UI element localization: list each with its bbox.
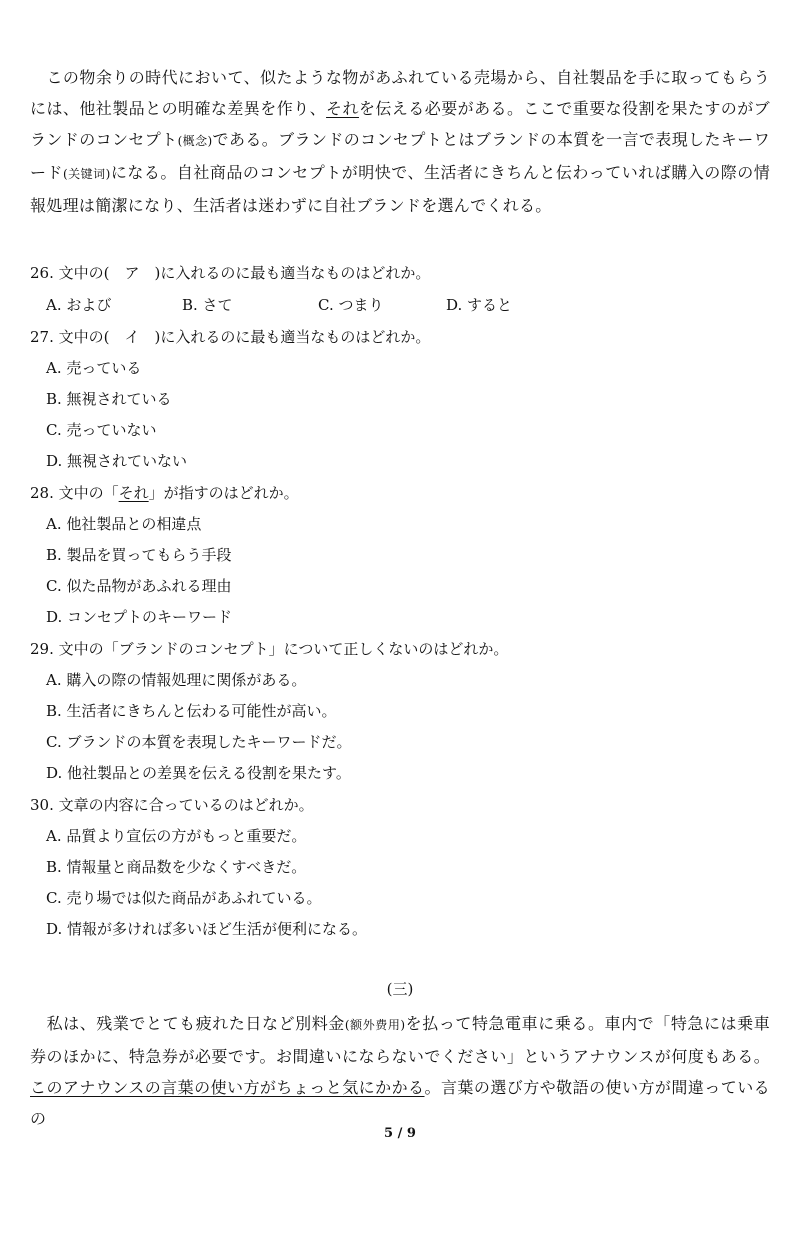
question-26-option-d[interactable]: D. すると: [446, 296, 513, 314]
stem-text: 」が指すのはどれか。: [148, 484, 299, 502]
question-28-option-a[interactable]: A. 他社製品との相違点: [46, 515, 202, 533]
question-27-option-b[interactable]: B. 無視されている: [46, 390, 172, 408]
question-27-option-d[interactable]: D. 無視されていない: [46, 452, 188, 470]
question-26-option-b[interactable]: B. さて: [182, 296, 233, 314]
question-28-option-c[interactable]: C. 似た品物があふれる理由: [46, 577, 232, 595]
question-28-option-d[interactable]: D. コンセプトのキーワード: [46, 608, 233, 626]
passage-text: になる。自社商品のコンセプトが明快で、生活者にきちんと伝わっていれば購入の際の情報処理は簡潔になり、生活者は迷わずに自社ブランドを選んでくれる。: [30, 163, 770, 215]
question-27-stem: 27. 文中の( イ )に入れるのに最も適当なものはどれか。: [30, 328, 431, 346]
section-heading: (三): [386, 980, 414, 998]
passage-text: 私は、残業でとても疲れた日など別料金: [30, 1014, 345, 1033]
question-27-option-a[interactable]: A. 売っている: [46, 359, 142, 377]
question-26-option-a[interactable]: A. および: [46, 296, 112, 314]
question-30-option-a[interactable]: A. 品質より宣伝の方がもっと重要だ。: [46, 827, 307, 845]
question-27-option-c[interactable]: C. 売っていない: [46, 421, 157, 439]
passage-text: を払って特急電車に乗る。車内で「特急には乗車券のほかに、特急券が必要です。お間違いにならないでください」というアナウンスが何度もある。: [30, 1014, 770, 1066]
question-30-option-b[interactable]: B. 情報量と商品数を少なくすべきだ。: [46, 858, 307, 876]
passage-text: この物余りの時代において、似たような物があふれている売場から、自社製品を手に取ってもらうには、他社製品との明確な差異を作り、: [30, 68, 770, 118]
question-29-option-b[interactable]: B. 生活者にきちんと伝わる可能性が高い。: [46, 702, 337, 720]
passage-1: [30, 62, 770, 221]
passage-text: 。言葉の選び方や敬語の使い方が間違っているの: [30, 1078, 770, 1128]
chinese-gloss: (额外费用): [344, 1018, 406, 1032]
question-28-stem: [30, 482, 299, 503]
page-number: 5 / 9: [384, 1126, 416, 1141]
underlined-term: それ: [326, 99, 359, 118]
underlined-term: それ: [118, 484, 149, 502]
passage-text: である。ブランドのコンセプトとはブランドの本質を一言で表現したキーワード: [30, 130, 770, 182]
question-30-stem: 30. 文章の内容に合っているのはどれか。: [30, 796, 314, 814]
question-29-option-d[interactable]: D. 他社製品との差異を伝える役割を果たす。: [46, 764, 351, 782]
question-26-stem: 26. 文中の( ア )に入れるのに最も適当なものはどれか。: [30, 264, 431, 282]
question-30-option-d[interactable]: D. 情報が多ければ多いほど生活が便利になる。: [46, 920, 368, 938]
question-30-option-c[interactable]: C. 売り場では似た商品があふれている。: [46, 889, 322, 907]
passage-text: を伝える必要がある。ここで重要な役割を果たすのがブランドのコンセプト: [30, 99, 770, 149]
question-26-option-c[interactable]: C. つまり: [318, 296, 384, 314]
stem-text: 28. 文中の「: [30, 484, 119, 502]
chinese-gloss: (概念): [177, 134, 213, 148]
question-29-option-a[interactable]: A. 購入の際の情報処理に関係がある。: [46, 671, 307, 689]
question-29-stem: 29. 文中の「ブランドのコンセプト」について正しくないのはどれか。: [30, 640, 509, 658]
underlined-sentence: このアナウンスの言葉の使い方がちょっと気にかかる: [30, 1078, 425, 1097]
chinese-gloss: (关键词): [63, 167, 111, 181]
question-29-option-c[interactable]: C. ブランドの本質を表現したキーワードだ。: [46, 733, 352, 751]
passage-2: [30, 1008, 770, 1134]
question-28-option-b[interactable]: B. 製品を買ってもらう手段: [46, 546, 232, 564]
